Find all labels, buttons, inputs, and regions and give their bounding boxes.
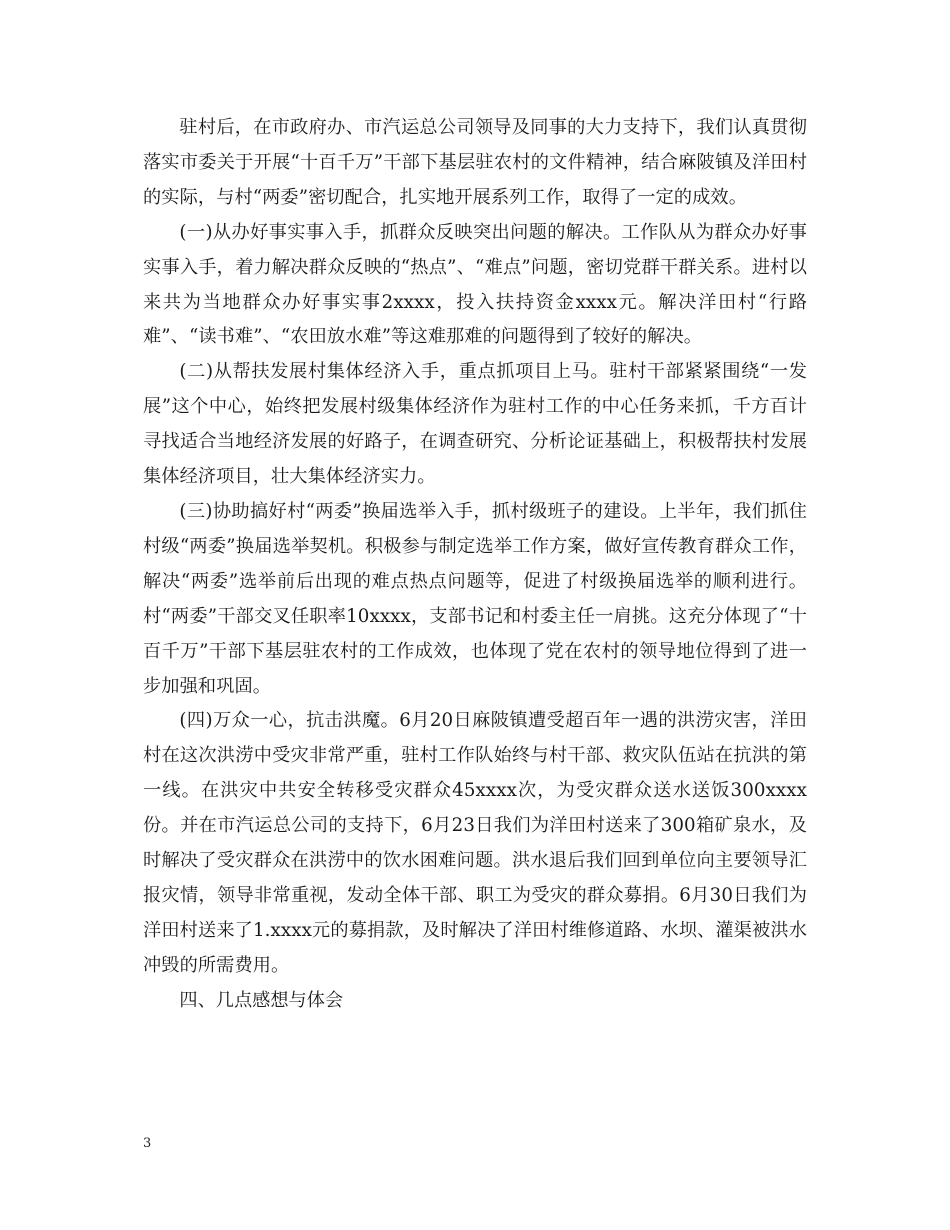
paragraph-item-2: (二)从帮扶发展村集体经济入手，重点抓项目上马。驻村干部紧紧围绕“一发展”这个中心，始终把发展村级集体经济作为驻村工作的中心任务来抓，千方百计寻找适合当地经济发展的好路子，在调查研究、分析论证基础上，积极帮扶村发展集体经济项目，壮大集体经济实力。	[143, 361, 807, 488]
document-body	[143, 111, 807, 1019]
paragraph-item-4: (四)万众一心，抗击洪魔。6月20日麻陂镇遭受超百年一遇的洪涝灾害，洋田村在这次洪涝中受灾非常严重，驻村工作队始终与村干部、救灾队伍站在抗洪的第一线。在洪灾中共安全转移受灾群众45xxxx次，为受灾群众送水送饭300xxxx份。并在市汽运总公司的支持下，6月23日我们为洋田村送来了300箱矿泉水，及时解决了受灾群众在洪涝中的饮水困难问题。洪水退后我们回到单位向主要领导汇报灾情，领导非常重视，发动全体干部、职工为受灾的群众募捐。6月30日我们为洋田村送来了1.xxxx元的募捐款，及时解决了洋田村维修道路、水坝、灌渠被洪水冲毁的所需费用。	[143, 710, 807, 976]
paragraph-item-1: (一)从办好事实事入手，抓群众反映突出问题的解决。工作队从为群众办好事实事入手，着力解决群众反映的“热点”、“难点”问题，密切党群干群关系。进村以来共为当地群众办好事实事2xxxx，投入扶持资金xxxx元。解决洋田村“行路难”、“读书难”、“农田放水难”等这难那难的问题得到了较好的解决。	[143, 221, 807, 348]
section-heading: 四、几点感想与体会	[179, 989, 344, 1011]
paragraph-intro: 驻村后，在市政府办、市汽运总公司领导及同事的大力支持下，我们认真贯彻落实市委关于开展“十百千万”干部下基层驻农村的文件精神，结合麻陂镇及洋田村的实际，与村“两委”密切配合，扎实地开展系列工作，取得了一定的成效。	[143, 117, 807, 208]
page-number: 3	[143, 1136, 152, 1151]
paragraph-item-3: (三)协助搞好村“两委”换届选举入手，抓村级班子的建设。上半年，我们抓住村级“两委”换届选举契机。积极参与制定选举工作方案，做好宣传教育群众工作，解决“两委”选举前后出现的难点热点问题等，促进了村级换届选举的顺利进行。村“两委”干部交叉任职率10xxxx，支部书记和村委主任一肩挑。这充分体现了“十百千万”干部下基层驻农村的工作成效，也体现了党在农村的领导地位得到了进一步加强和巩固。	[143, 500, 807, 697]
